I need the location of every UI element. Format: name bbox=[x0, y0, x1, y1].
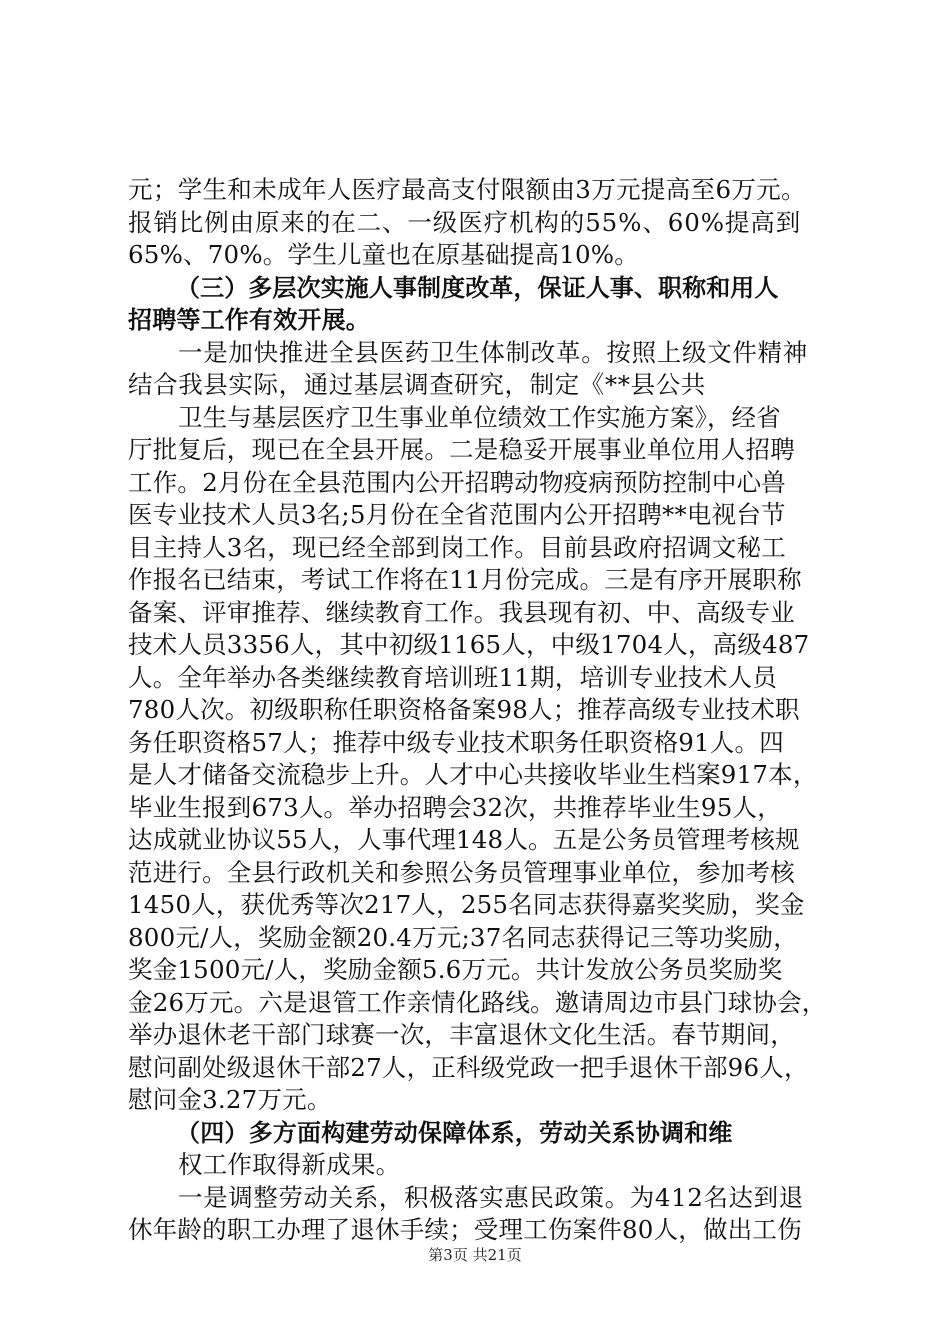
text-line: 800元/人，奖励金额20.4万元;37名同志获得记三等功奖励， bbox=[128, 922, 798, 952]
text-line: 备案、评审推荐、继续教育工作。我县现有初、中、高级专业 bbox=[128, 597, 795, 627]
text-line: 一是加快推进全县医药卫生体制改革。按照上级文件精神 bbox=[178, 337, 808, 367]
text-line: 65%、70%。学生儿童也在原基础提高10%。 bbox=[128, 240, 639, 269]
text-line: 奖金1500元/人，奖励金额5.6万元。共计发放公务员奖励奖 bbox=[128, 955, 783, 984]
text-line: 慰问金3.27万元。 bbox=[128, 1085, 332, 1114]
text-line: 毕业生报到673人。举办招聘会32次，共推荐毕业生95人， bbox=[128, 792, 782, 822]
text-line: 工作。2月份在全县范围内公开招聘动物疫病预防控制中心兽 bbox=[128, 467, 786, 497]
text-line: 1450人，获优秀等次217人，255名同志获得嘉奖奖励，奖金 bbox=[128, 890, 805, 919]
section-heading: 招聘等工作有效开展。 bbox=[128, 306, 370, 334]
text-line: 结合我县实际，通过基层调查研究，制定《**县公共 bbox=[128, 370, 706, 399]
text-line: 技术人员3356人，其中初级1165人，中级1704人，高级487 bbox=[128, 630, 810, 659]
text-line: 范进行。全县行政机关和参照公务员管理事业单位，参加考核 bbox=[128, 857, 795, 887]
text-line: 务任职资格57人；推荐中级专业技术职务任职资格91人。四 bbox=[128, 727, 784, 757]
text-line: 举办退休老干部门球赛一次，丰富退休文化生活。春节期间， bbox=[128, 1020, 795, 1049]
document-body bbox=[128, 174, 828, 1247]
section-heading: （三）多层次实施人事制度改革，保证人事、职称和用人 bbox=[176, 273, 779, 302]
text-line: 目主持人3名，现已经全部到岗工作。目前县政府招调文秘工 bbox=[128, 532, 786, 562]
text-line: 慰问副处级退休干部27人，正科级党政一把手退休干部96人， bbox=[128, 1052, 809, 1082]
text-line: 卫生与基层医疗卫生事业单位绩效工作实施方案》，经省 bbox=[178, 402, 781, 432]
text-line: 作报名已结束，考试工作将在11月份完成。三是有序开展职称 bbox=[128, 565, 802, 594]
text-line: 医专业技术人员3名;5月份在全省范围内公开招聘**电视台节 bbox=[128, 500, 786, 529]
text-line: 权工作取得新成果。 bbox=[178, 1150, 401, 1179]
page-number-footer: 第3页 共21页 bbox=[428, 1246, 522, 1264]
text-line: 报销比例由原来的在二、一级医疗机构的55%、60%提高到 bbox=[128, 207, 802, 237]
text-line: 金26万元。六是退管工作亲情化路线。邀请周边市县门球协会， bbox=[128, 987, 827, 1017]
text-line: 780人次。初级职称任职资格备案98人；推荐高级专业技术职 bbox=[128, 695, 800, 724]
text-line: 元；学生和未成年人医疗最高支付限额由3万元提高至6万元。 bbox=[128, 175, 806, 204]
section-heading: （四）多方面构建劳动保障体系，劳动关系协调和维 bbox=[176, 1118, 733, 1147]
text-line: 是人才储备交流稳步上升。人才中心共接收毕业生档案917本， bbox=[128, 760, 818, 789]
text-line: 一是调整劳动关系，积极落实惠民政策。为412名达到退 bbox=[178, 1182, 804, 1212]
text-line: 休年龄的职工办理了退休手续；受理工伤案件80人，做出工伤 bbox=[128, 1215, 802, 1244]
text-line: 达成就业协议55人，人事代理148人。五是公务员管理考核规 bbox=[128, 825, 800, 854]
text-line: 厅批复后，现已在全县开展。二是稳妥开展事业单位用人招聘 bbox=[128, 435, 795, 464]
text-line: 人。全年举办各类继续教育培训班11期，培训专业技术人员 bbox=[128, 662, 778, 692]
